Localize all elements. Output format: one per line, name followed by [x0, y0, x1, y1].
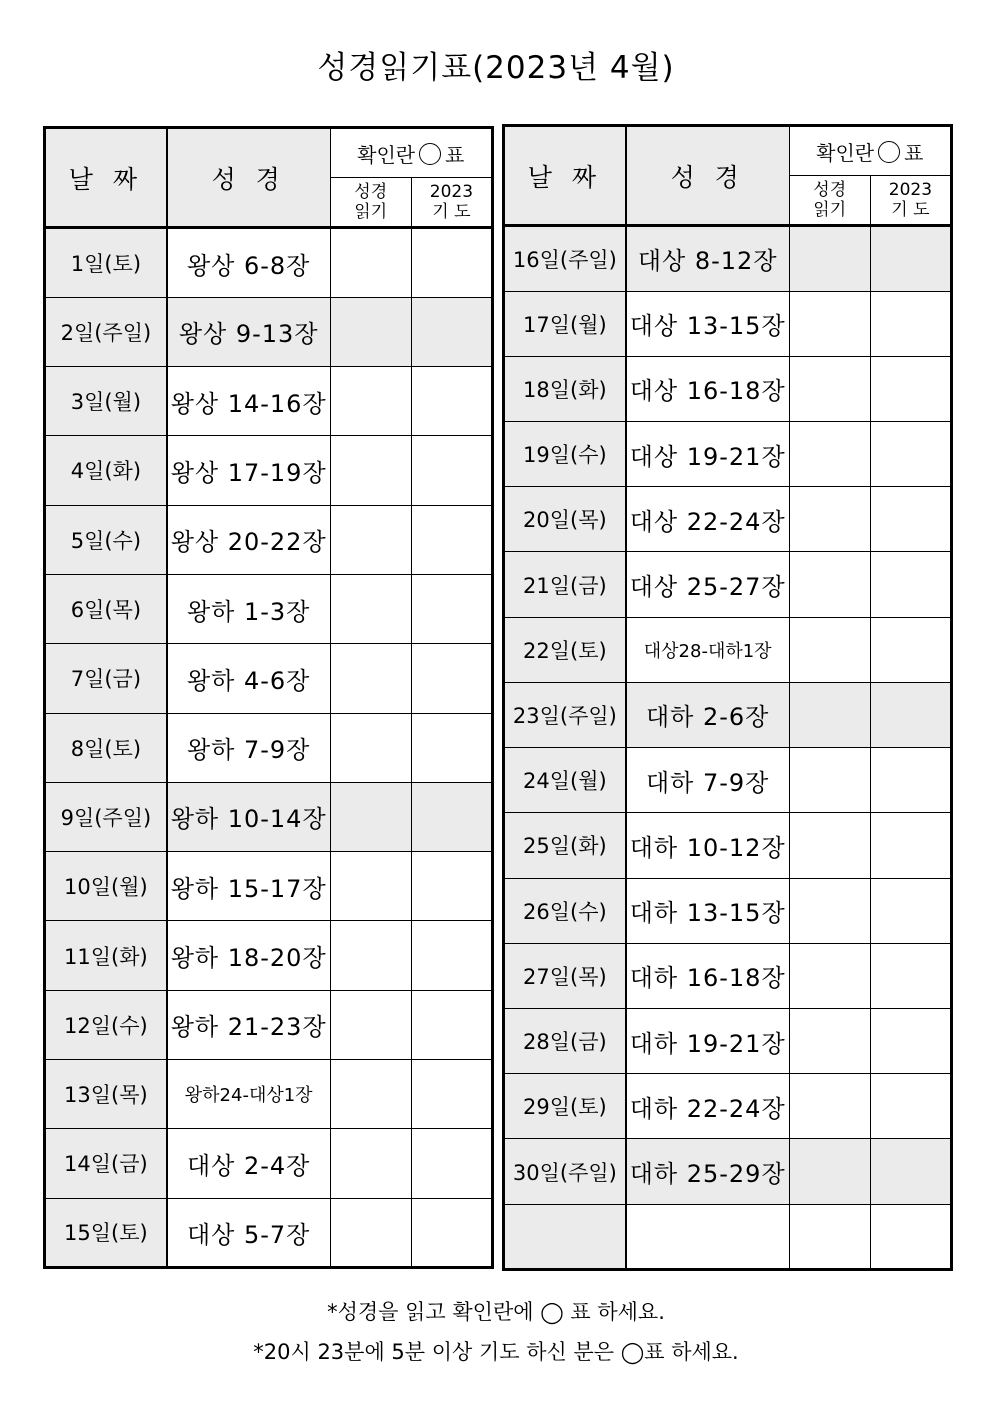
row-passage — [626, 1204, 789, 1269]
check-pray-cell[interactable] — [870, 1008, 951, 1073]
check-pray-cell[interactable] — [870, 943, 951, 1008]
row-passage: 대상 5-7장 — [167, 1198, 330, 1267]
table-row — [45, 367, 493, 436]
check-read-cell[interactable] — [330, 782, 411, 851]
check-pray-cell[interactable] — [411, 297, 492, 366]
check-read-cell[interactable] — [789, 291, 870, 356]
row-date: 25일(화) — [504, 813, 626, 878]
row-date: 19일(수) — [504, 422, 626, 487]
row-passage: 대하 13-15장 — [626, 878, 789, 943]
check-read-cell[interactable] — [330, 297, 411, 366]
check-pray-cell[interactable] — [870, 1139, 951, 1204]
check-read-cell[interactable] — [330, 574, 411, 643]
row-date: 20일(목) — [504, 487, 626, 552]
row-passage: 대상 2-4장 — [167, 1129, 330, 1198]
check-pray-cell[interactable] — [870, 552, 951, 617]
check-read-cell[interactable] — [789, 617, 870, 682]
check-pray-cell[interactable] — [870, 487, 951, 552]
table-row — [45, 228, 493, 297]
header-pray: 2023 기 도 — [870, 176, 951, 226]
row-date: 11일(화) — [45, 921, 167, 990]
table-row — [45, 852, 493, 921]
table-row — [504, 878, 952, 943]
row-passage: 대하 10-12장 — [626, 813, 789, 878]
row-passage: 대상 8-12장 — [626, 226, 789, 291]
check-read-cell[interactable] — [330, 228, 411, 297]
table-row — [45, 505, 493, 574]
check-read-cell[interactable] — [789, 487, 870, 552]
check-pray-cell[interactable] — [870, 356, 951, 421]
check-read-cell[interactable] — [789, 226, 870, 291]
check-pray-cell[interactable] — [411, 921, 492, 990]
row-passage: 왕하 1-3장 — [167, 574, 330, 643]
schedule-table-left — [43, 126, 494, 1269]
row-date: 2일(주일) — [45, 297, 167, 366]
row-date: 29일(토) — [504, 1074, 626, 1139]
page-title: 성경읽기표(2023년 4월) — [317, 50, 675, 86]
row-date: 17일(월) — [504, 291, 626, 356]
check-read-cell[interactable] — [330, 1060, 411, 1129]
check-pray-cell[interactable] — [870, 1074, 951, 1139]
check-pray-cell[interactable] — [411, 644, 492, 713]
table-row — [504, 682, 952, 747]
row-date: 22일(토) — [504, 617, 626, 682]
row-date: 15일(토) — [45, 1198, 167, 1267]
table-row — [45, 1060, 493, 1129]
row-passage: 왕상 6-8장 — [167, 228, 330, 297]
row-passage: 대상 22-24장 — [626, 487, 789, 552]
check-read-cell[interactable] — [330, 1198, 411, 1267]
row-passage: 왕상 17-19장 — [167, 436, 330, 505]
row-passage: 왕하24-대상1장 — [167, 1060, 330, 1129]
row-date: 6일(목) — [45, 574, 167, 643]
header-bible: 성 경 — [626, 126, 789, 226]
check-pray-cell[interactable] — [411, 228, 492, 297]
check-read-cell[interactable] — [330, 713, 411, 782]
row-passage: 왕하 21-23장 — [167, 990, 330, 1059]
header-bible: 성 경 — [167, 128, 330, 228]
table-row — [504, 813, 952, 878]
check-pray-cell[interactable] — [411, 1060, 492, 1129]
row-passage: 대상28-대하1장 — [626, 617, 789, 682]
header-date: 날 짜 — [45, 128, 167, 228]
table-row — [504, 748, 952, 813]
row-passage: 대하 16-18장 — [626, 943, 789, 1008]
check-pray-cell[interactable] — [870, 813, 951, 878]
check-read-cell[interactable] — [789, 1008, 870, 1073]
check-read-cell[interactable] — [330, 367, 411, 436]
row-date: 10일(월) — [45, 852, 167, 921]
check-pray-cell[interactable] — [411, 782, 492, 851]
table-row — [504, 1204, 952, 1269]
table-row — [45, 436, 493, 505]
row-date: 23일(주일) — [504, 682, 626, 747]
header-check — [789, 126, 951, 176]
check-read-cell[interactable] — [789, 748, 870, 813]
row-date: 1일(토) — [45, 228, 167, 297]
check-pray-cell[interactable] — [870, 748, 951, 813]
check-pray-cell[interactable] — [411, 574, 492, 643]
check-pray-cell[interactable] — [411, 713, 492, 782]
table-row — [45, 644, 493, 713]
row-date: 26일(수) — [504, 878, 626, 943]
header-check — [330, 128, 492, 178]
table-row — [504, 291, 952, 356]
table-row — [504, 487, 952, 552]
row-date: 30일(주일) — [504, 1139, 626, 1204]
check-pray-cell[interactable] — [870, 226, 951, 291]
table-row — [504, 1139, 952, 1204]
table-row — [504, 226, 952, 291]
header-read: 성경 읽기 — [789, 176, 870, 226]
check-pray-cell[interactable] — [870, 291, 951, 356]
header-check-label: 확인란 — [816, 140, 875, 165]
row-passage: 대상 16-18장 — [626, 356, 789, 421]
circle-icon — [419, 143, 441, 165]
check-read-cell[interactable] — [789, 422, 870, 487]
check-read-cell[interactable] — [789, 682, 870, 747]
check-pray-cell[interactable] — [411, 990, 492, 1059]
check-pray-cell[interactable] — [870, 422, 951, 487]
row-passage: 왕하 4-6장 — [167, 644, 330, 713]
row-date: 13일(목) — [45, 1060, 167, 1129]
table-row — [45, 782, 493, 851]
row-date: 28일(금) — [504, 1008, 626, 1073]
check-pray-cell[interactable] — [870, 878, 951, 943]
check-pray-cell[interactable] — [411, 436, 492, 505]
row-passage: 대하 7-9장 — [626, 748, 789, 813]
schedule-table-right — [502, 124, 953, 1271]
check-pray-cell[interactable] — [411, 367, 492, 436]
table-row — [45, 990, 493, 1059]
header-mark-label: 표 — [445, 142, 465, 167]
check-read-cell[interactable] — [330, 921, 411, 990]
table-row — [45, 713, 493, 782]
row-date: 27일(목) — [504, 943, 626, 1008]
row-passage: 대하 2-6장 — [626, 682, 789, 747]
table-row — [504, 617, 952, 682]
row-passage: 왕하 10-14장 — [167, 782, 330, 851]
check-read-cell[interactable] — [789, 878, 870, 943]
check-read-cell[interactable] — [789, 1204, 870, 1269]
note-line-1: *성경을 읽고 확인란에 ◯ 표 하세요. — [327, 1300, 665, 1324]
header-mark-label: 표 — [904, 140, 924, 165]
check-read-cell[interactable] — [330, 644, 411, 713]
check-pray-cell[interactable] — [411, 505, 492, 574]
table-row — [504, 422, 952, 487]
header-date: 날 짜 — [504, 126, 626, 226]
row-passage: 대상 19-21장 — [626, 422, 789, 487]
check-pray-cell[interactable] — [870, 617, 951, 682]
check-read-cell[interactable] — [330, 990, 411, 1059]
row-passage: 왕상 14-16장 — [167, 367, 330, 436]
row-passage: 왕하 7-9장 — [167, 713, 330, 782]
check-pray-cell[interactable] — [411, 852, 492, 921]
row-date: 24일(월) — [504, 748, 626, 813]
row-passage: 왕상 20-22장 — [167, 505, 330, 574]
check-pray-cell[interactable] — [411, 1198, 492, 1267]
row-date: 9일(주일) — [45, 782, 167, 851]
row-passage: 왕상 9-13장 — [167, 297, 330, 366]
check-read-cell[interactable] — [789, 552, 870, 617]
row-passage: 대하 22-24장 — [626, 1074, 789, 1139]
check-read-cell[interactable] — [789, 943, 870, 1008]
row-date: 8일(토) — [45, 713, 167, 782]
row-date: 14일(금) — [45, 1129, 167, 1198]
check-pray-cell[interactable] — [870, 1204, 951, 1269]
row-date: 5일(수) — [45, 505, 167, 574]
header-pray: 2023 기 도 — [411, 178, 492, 228]
check-read-cell[interactable] — [330, 505, 411, 574]
row-date: 7일(금) — [45, 644, 167, 713]
row-date — [504, 1204, 626, 1269]
row-date: 3일(월) — [45, 367, 167, 436]
row-date: 16일(주일) — [504, 226, 626, 291]
table-row — [504, 1074, 952, 1139]
table-row — [45, 921, 493, 990]
table-row — [504, 943, 952, 1008]
check-pray-cell[interactable] — [870, 682, 951, 747]
row-date: 21일(금) — [504, 552, 626, 617]
row-date: 12일(수) — [45, 990, 167, 1059]
check-read-cell[interactable] — [330, 1129, 411, 1198]
row-date: 18일(화) — [504, 356, 626, 421]
check-read-cell[interactable] — [789, 813, 870, 878]
table-row — [45, 574, 493, 643]
row-passage: 대하 25-29장 — [626, 1139, 789, 1204]
row-passage: 왕하 18-20장 — [167, 921, 330, 990]
row-passage: 대상 25-27장 — [626, 552, 789, 617]
table-row — [45, 1129, 493, 1198]
circle-icon — [878, 141, 900, 163]
header-read: 성경 읽기 — [330, 178, 411, 228]
check-read-cell[interactable] — [789, 1074, 870, 1139]
check-read-cell[interactable] — [330, 852, 411, 921]
check-read-cell[interactable] — [330, 436, 411, 505]
row-passage: 왕하 15-17장 — [167, 852, 330, 921]
check-read-cell[interactable] — [789, 1139, 870, 1204]
row-passage: 대하 19-21장 — [626, 1008, 789, 1073]
note-line-2: *20시 23분에 5분 이상 기도 하신 분은 ◯표 하세요. — [253, 1340, 739, 1364]
header-check-label: 확인란 — [357, 142, 416, 167]
row-date: 4일(화) — [45, 436, 167, 505]
table-row — [504, 356, 952, 421]
check-pray-cell[interactable] — [411, 1129, 492, 1198]
table-row — [504, 552, 952, 617]
row-passage: 대상 13-15장 — [626, 291, 789, 356]
table-row — [45, 1198, 493, 1267]
check-read-cell[interactable] — [789, 356, 870, 421]
table-row — [45, 297, 493, 366]
table-row — [504, 1008, 952, 1073]
